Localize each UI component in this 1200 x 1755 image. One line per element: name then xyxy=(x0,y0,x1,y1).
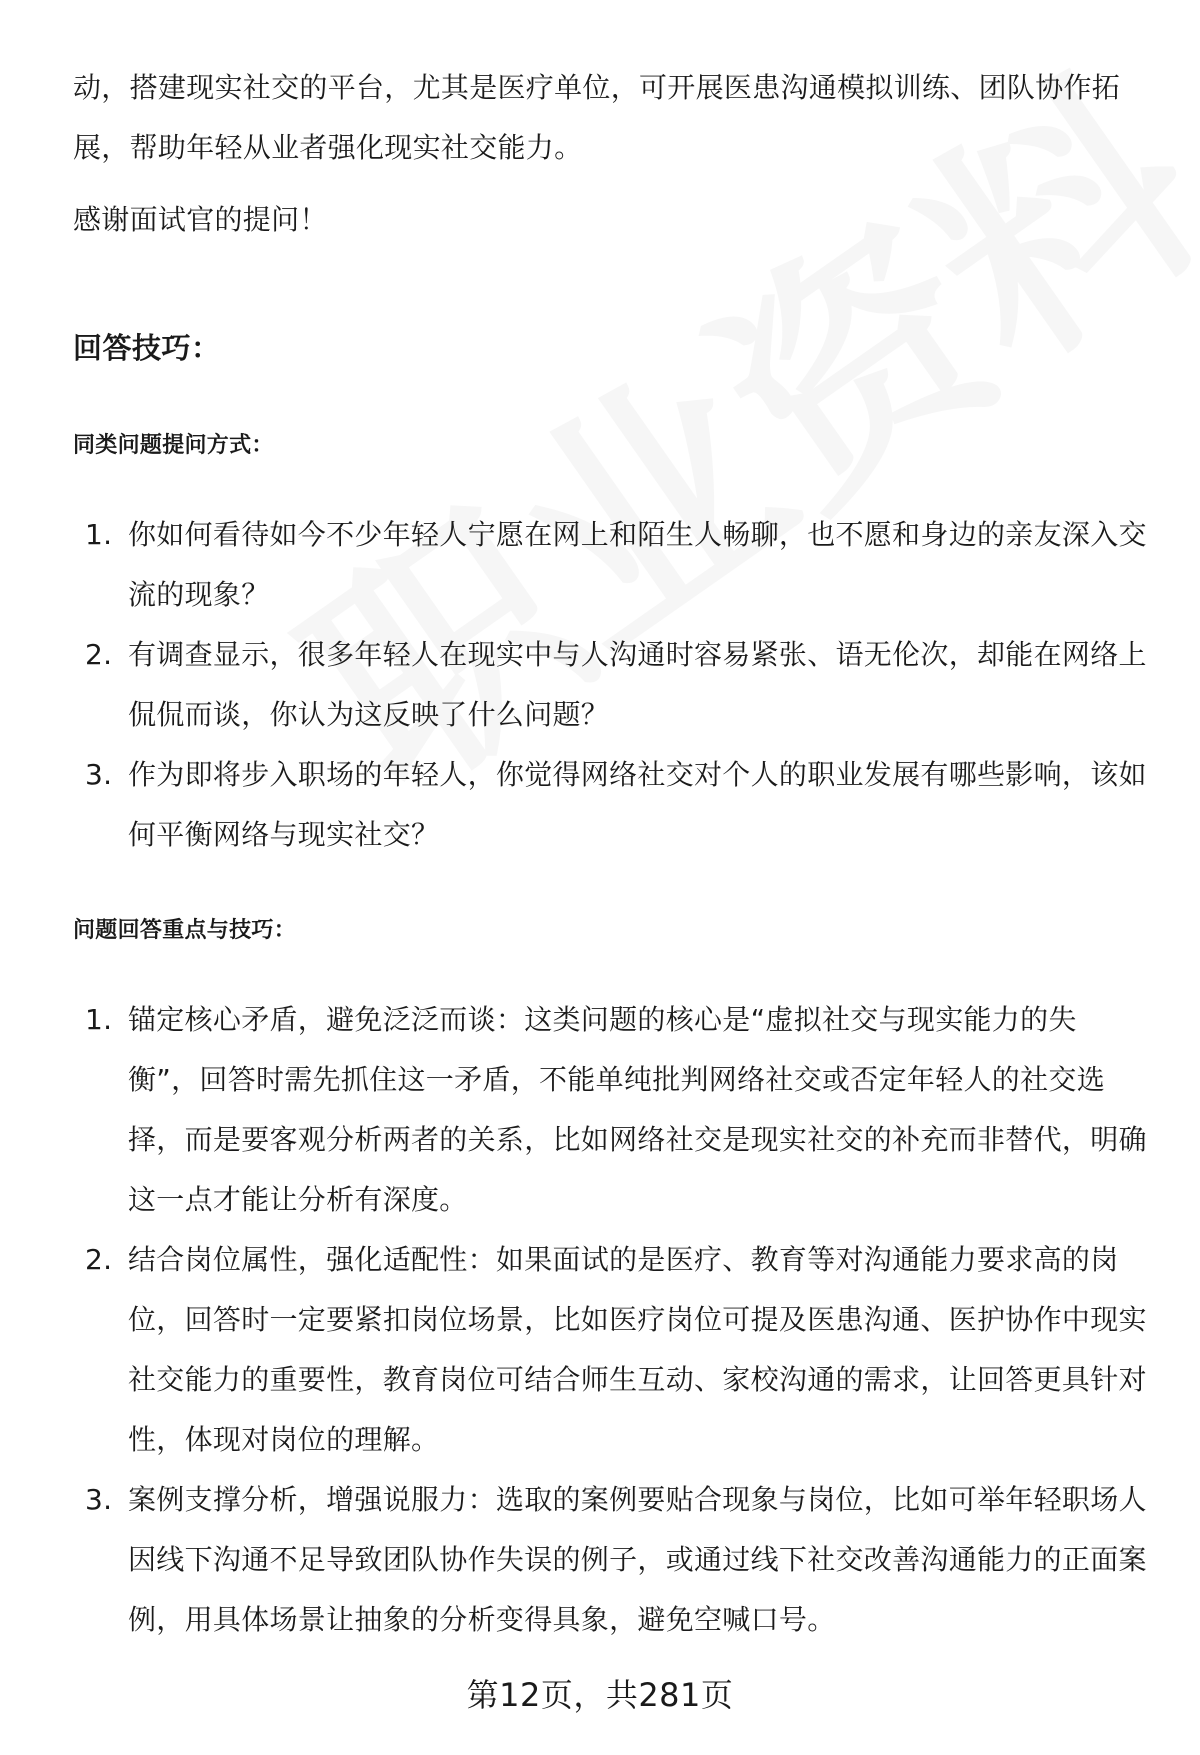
list-item-text: 作为即将步入职场的年轻人，你觉得网络社交对个人的职业发展有哪些影响，该如何平衡网络与现实社交？ xyxy=(128,758,1147,851)
list-item-text: 结合岗位属性，强化适配性：如果面试的是医疗、教育等对沟通能力要求高的岗位，回答时一定要紧扣岗位场景，比如医疗岗位可提及医患沟通、医护协作中现实社交能力的重要性，教育岗位可结合师生互动、家校沟通的需求，让回答更具针对性，体现对岗位的理解。 xyxy=(128,1243,1147,1456)
closing-line: 感谢面试官的提问！ xyxy=(73,203,328,236)
list-item xyxy=(0,625,1148,745)
list-item-text: 有调查显示，很多年轻人在现实中与人沟通时容易紧张、语无伦次，却能在网络上侃侃而谈，你认为这反映了什么问题？ xyxy=(128,638,1147,731)
list-item-number: 2. xyxy=(85,1243,113,1276)
list-item-text: 锚定核心矛盾，避免泛泛而谈：这类问题的核心是“虚拟社交与现实能力的失衡”，回答时需先抓住这一矛盾，不能单纯批判网络社交或否定年轻人的社交选择，而是要客观分析两者的关系，比如网络社交是现实社交的补充而非替代，明确这一点才能让分析有深度。 xyxy=(128,1003,1147,1216)
list-item xyxy=(0,990,1148,1230)
list-item xyxy=(0,505,1148,625)
similar-questions-list xyxy=(0,505,1200,865)
answer-tips-list xyxy=(0,990,1200,1650)
list-item-number: 3. xyxy=(85,1483,113,1516)
list-item-number: 1. xyxy=(85,518,113,551)
list-item-text: 你如何看待如今不少年轻人宁愿在网上和陌生人畅聊，也不愿和身边的亲友深入交流的现象？ xyxy=(128,518,1147,611)
list-item-number: 3. xyxy=(85,758,113,791)
list-item-number: 1. xyxy=(85,1003,113,1036)
list-item-text: 案例支撑分析，增强说服力：选取的案例要贴合现象与岗位，比如可举年轻职场人因线下沟通不足导致团队协作失误的例子，或通过线下社交改善沟通能力的正面案例，用具体场景让抽象的分析变得具象，避免空喊口号。 xyxy=(128,1483,1147,1636)
list-item xyxy=(0,1470,1148,1650)
similar-questions-title: 同类问题提问方式： xyxy=(73,433,274,458)
list-item-number: 2. xyxy=(85,638,113,671)
intro-paragraph: 动，搭建现实社交的平台，尤其是医疗单位，可开展医患沟通模拟训练、团队协作拓展，帮助年轻从业者强化现实社交能力。 xyxy=(73,71,1121,164)
page-footer: 第12页，共281页 xyxy=(466,1676,734,1714)
answer-tips-title: 问题回答重点与技巧： xyxy=(73,918,297,943)
list-item xyxy=(0,745,1148,865)
list-item xyxy=(0,1230,1148,1470)
section-title: 回答技巧： xyxy=(73,331,221,365)
